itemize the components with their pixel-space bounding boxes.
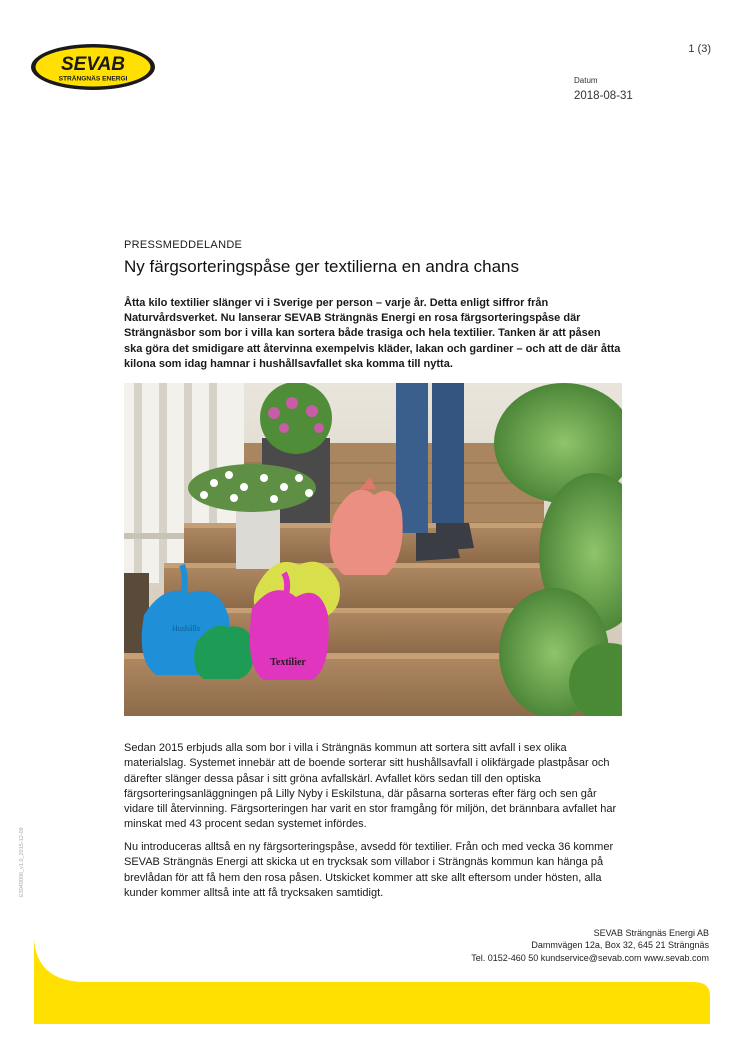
headline: Ny färgsorteringspåse ger textilierna en andra chans — [124, 257, 519, 276]
logo-wordmark: SEVAB — [60, 54, 126, 75]
body-paragraph-2: Nu introduceras alltså en ny färgsorteringspåse, avsedd för textilier. Från och med vecka 36 kommer SEVAB Strängnäs Energi att skicka ut en trycksak som villabor i Strängnäs kommun kan hänga på brevlådan för att få hem den rosa påsen. Utskicket kommer att ske allt eftersom under hösten, alla kunder kommer alltså inte att få trycksaken samtidigt. — [124, 841, 614, 899]
footer-company: SEVAB Strängnäs Energi AB — [593, 928, 709, 938]
logo-subline: STRÄNGNÄS ENERGI — [58, 75, 128, 83]
body-paragraph-1: Sedan 2015 erbjuds alla som bor i villa i Strängnäs kommun att sortera sitt avfall i sex olika materialslag. Systemet innebär att de boende sorterar sitt hushållsavfall i olikfärgade plastpåsar och därefter slänger dessa påsar i sitt gröna avfallskärl. Avfallet körs sedan till den optiska färgsorteringsanläggningen på Lilly Nyby i Eskilstuna, där påsarna sorteras efter färg och sen går vidare till återvinning. Färgsorteringen har varit en stor framgång för miljön, det brännbara avfallet har minskat med 43 procent sedan systemet infördes. — [124, 742, 617, 831]
kicker: PRESSMEDDELANDE — [124, 239, 243, 251]
document-code: E3049006_v1.0_2015-12-09 — [19, 827, 25, 897]
article-photo — [124, 383, 622, 716]
page-number: 1 (3) — [688, 43, 711, 55]
lead-paragraph: Åtta kilo textilier slänger vi i Sverige per person – varje år. Detta enligt siffror från Naturvårdsverket. Nu lanserar SEVAB Strängnäs Energi en rosa färgsorteringspåse där Strängnäsbor som bor i villa kan sortera både trasiga och hela textilier. Tanken är att påsen ska göra det smidigare att återvinna exempelvis kläder, lakan och gardiner – och att de där åtta kilona som idag hamnar i hushållsavfallet ska komma till nytta. — [124, 297, 621, 370]
footer-contact: Tel. 0152-460 50 kundservice@sevab.com www.sevab.com — [471, 952, 709, 963]
date-label: Datum — [574, 76, 598, 85]
date-value: 2018-08-31 — [574, 90, 633, 102]
yellow-swoosh — [34, 938, 712, 1024]
bag-label-pink: Textilier — [270, 657, 306, 668]
sevab-logo — [30, 43, 156, 91]
bag-label-blue: Hushålls — [172, 624, 200, 633]
footer-address: Dammvägen 12a, Box 32, 645 21 Strängnäs — [531, 940, 709, 951]
